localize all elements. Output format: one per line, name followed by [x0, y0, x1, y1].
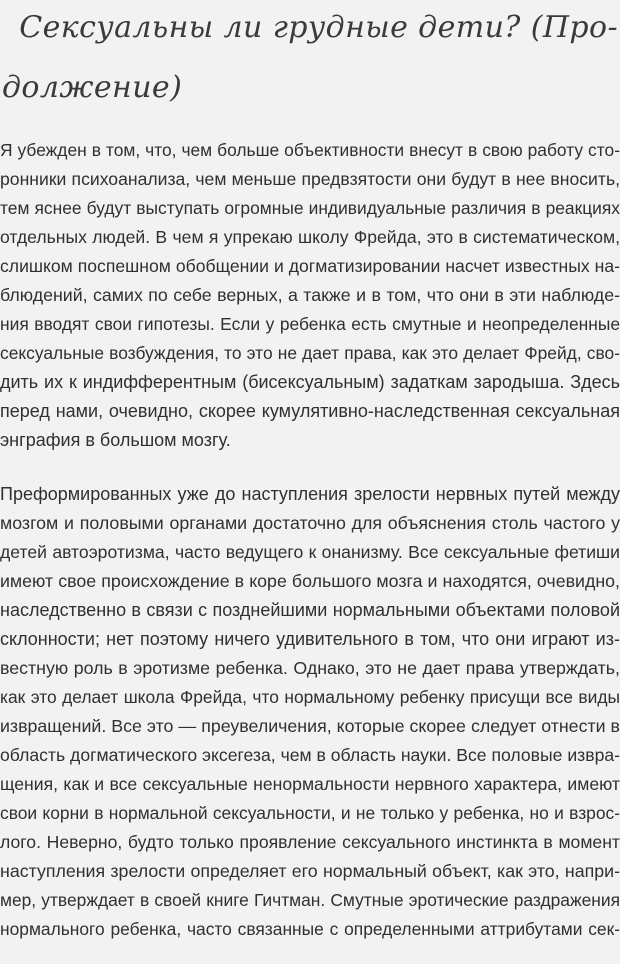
- text-line: ронники психоанализа, чем меньше предвзятости они будут в нее вносить,: [0, 169, 620, 189]
- text-line: имеют свое происхождение в коре большого мозга и находятся, очевидно,: [0, 571, 620, 591]
- text-line: лого. Неверно, будто только проявление сексуального инстинкта в момент: [0, 832, 620, 852]
- text-line: мозгом и половыми органами достаточно для объяснения столь частого у: [0, 513, 620, 533]
- text-line: тем яснее будут выступать огромные индивидуальные различия в реакциях: [0, 198, 620, 218]
- text-line: склонности; нет поэтому ничего удивительного в том, что они играют из-: [0, 629, 620, 649]
- text-line: перед нами, очевидно, скорее кумулятивно-наследственная сексуальная: [0, 401, 620, 421]
- text-line: слишком поспешном обобщении и догматизировании насчет известных на-: [0, 256, 620, 276]
- text-line: мер, утверждает в своей книге Гичтман. Смутные эротические раздражения: [0, 890, 620, 910]
- text-line: область догматического эксегеза, чем в область науки. Все половые извра-: [0, 745, 620, 765]
- text-line: щения, как и все сексуальные ненормальности нервного характера, имеют: [0, 774, 620, 794]
- text-line: извращений. Все это — преувеличения, которые скорее следует отнести в: [0, 716, 620, 736]
- text-line: ния вводят свои гипотезы. Если у ребенка есть смутные и неопределенные: [0, 314, 620, 334]
- text-line: наступления зрелости определяет его нормальный объект, как это, напри-: [0, 861, 620, 881]
- text-line: блюдений, самих по себе верных, а также и в том, что они в эти наблюде-: [0, 285, 620, 305]
- text-line: энграфия в большом мозгу.: [0, 430, 231, 450]
- text-line: свои корни в нормальной сексуальности, и не только у ребенка, но и взрос-: [0, 803, 620, 823]
- text-line: наследственно в связи с позднейшими нормальными объектами половой: [0, 600, 620, 620]
- text-line: дить их к индифферентным (бисексуальным) задаткам зародыша. Здесь: [0, 372, 620, 392]
- chapter-title-line-2: должение): [2, 70, 183, 105]
- text-line: сексуальные возбуждения, то это не дает права, как это делает Фрейд, сво-: [0, 343, 620, 363]
- text-line: детей автоэротизма, часто ведущего к онанизму. Все сексуальные фетиши: [0, 542, 620, 562]
- text-line: как это делает школа Фрейда, что нормальному ребенку присущи все виды: [0, 687, 620, 707]
- text-line: Преформированных уже до наступления зрелости нервных путей между: [0, 484, 620, 504]
- text-line: нормального ребенка, часто связанные с определенными аттрибутами сек-: [0, 919, 620, 939]
- text-line: Я убежден в том, что, чем больше объективности внесут в свою работу сто-: [0, 140, 620, 160]
- chapter-title-line-1: Сексуальны ли грудные дети? (Про-: [19, 10, 618, 45]
- text-line: отдельных людей. В чем я упрекаю школу Фрейда, это в систематическом,: [0, 227, 620, 247]
- text-line: вестную роль в эротизме ребенка. Однако, это не дает права утверждать,: [0, 658, 620, 678]
